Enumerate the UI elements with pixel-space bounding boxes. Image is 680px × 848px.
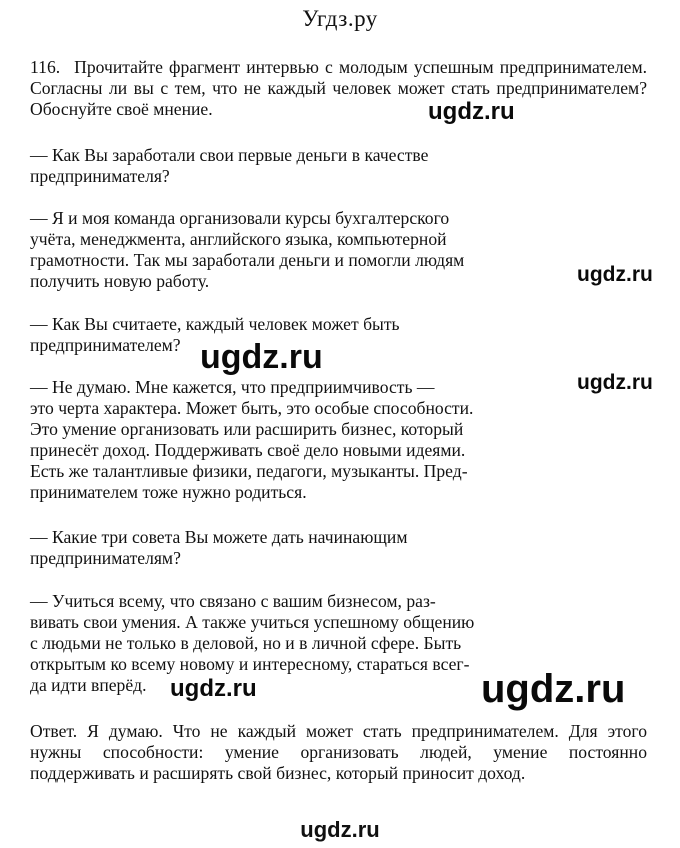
answer-3-line: да идти вперёд. [30, 675, 147, 695]
answer-2 [30, 377, 473, 503]
question-3 [30, 527, 407, 569]
answer-1 [30, 208, 464, 292]
answer-1-line: получить новую работу. [30, 271, 210, 291]
site-header: Угдз.ру [302, 6, 378, 31]
task-text: Прочитайте фрагмент интервью с молодым успешным предпринимателем. Согласны ли вы с тем, что не каждый человек может стать предпринимателем? Обоснуйте своё мнение. [30, 57, 647, 119]
question-2-line: — Как Вы считаете, каждый человек может быть [30, 314, 400, 334]
answer-3-line: открытым ко всему новому и интересному, стараться всег- [30, 654, 470, 674]
question-3-line: предпринимателям? [30, 548, 181, 568]
answer-1-line: — Я и моя команда организовали курсы бухгалтерского [30, 208, 450, 228]
answer-3-line: вивать свои умения. А также учиться успешному общению [30, 612, 475, 632]
question-1-line: — Как Вы заработали свои первые деньги в качестве [30, 145, 429, 165]
answer-2-line: принимателем тоже нужно родиться. [30, 482, 307, 502]
watermark: ugdz.ru [428, 98, 515, 125]
answer-2-line: это черта характера. Может быть, это особые способности. [30, 398, 474, 418]
watermark: ugdz.ru [481, 667, 626, 711]
answer-2-line: Есть же талантливые физики, педагоги, музыканты. Пред- [30, 461, 468, 481]
task-statement [30, 57, 647, 120]
answer-1-line: учёта, менеджмента, английского языка, компьютерной [30, 229, 447, 249]
task-number: 116. [30, 57, 61, 77]
watermark: ugdz.ru [200, 338, 323, 376]
answer-text: Ответ. Я думаю. Что не каждый может стать предпринимателем. Для этого нужны способности: умение организовать людей, умение постоянно поддерживать и расширять свой бизнес, который приносит доход. [30, 721, 647, 783]
watermark: ugdz.ru [577, 371, 653, 394]
answer-1-line: грамотности. Так мы заработали деньги и помогли людям [30, 250, 465, 270]
answer-3-line: с людьми не только в деловой, но и в личной сфере. Быть [30, 633, 462, 653]
answer-2-line: Это умение организовать или расширить бизнес, который [30, 419, 464, 439]
footer-watermark: ugdz.ru [300, 817, 380, 842]
answer-2-line: принесёт доход. Поддерживать своё дело новыми идеями. [30, 440, 466, 460]
question-1 [30, 145, 428, 187]
answer-3-line: — Учиться всему, что связано с вашим бизнесом, раз- [30, 591, 436, 611]
answer-2-line: — Не думаю. Мне кажется, что предприимчивость — [30, 377, 435, 397]
question-3-line: — Какие три совета Вы можете дать начинающим [30, 527, 408, 547]
question-2-line: предпринимателем? [30, 335, 181, 355]
watermark: ugdz.ru [170, 675, 257, 702]
question-1-line: предпринимателя? [30, 166, 170, 186]
watermark: ugdz.ru [577, 263, 653, 286]
